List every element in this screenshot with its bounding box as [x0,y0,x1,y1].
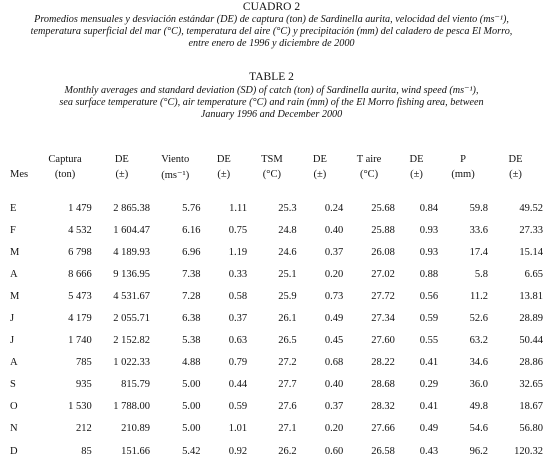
month-cell: E [10,202,17,214]
caption-line: sea surface temperature (°C), air temperature (°C) and rain (mm) of the El Morro fishing area, between [59,97,484,109]
header-cell: DE [312,154,327,165]
header-cell: Captura [48,154,82,165]
header-cell: T aire [356,154,382,165]
table-cell: 2 865.38 [113,202,150,214]
table-cell: 1 022.33 [113,357,150,369]
table-cell: 4 179 [68,313,92,325]
table-body [8,197,543,462]
month-cell: F [10,224,16,236]
table-cell: 28.22 [371,357,395,369]
table-row [8,330,543,352]
table-cell: 0.20 [324,423,344,435]
table-cell: 0.63 [228,335,248,347]
table-cell: 5 473 [68,290,92,302]
table-cell: 4 531.67 [113,290,150,302]
table-cell: 0.45 [324,335,344,347]
data-table [8,145,543,462]
table-row [8,418,543,440]
table-cell: 0.56 [419,290,439,302]
table-cell: 49.52 [519,202,543,214]
table-cell: 0.29 [419,379,439,391]
caption-line: Promedios mensuales y desviación estándar (DE) de captura (ton) de Sardinella aurita, velocidad del viento (ms⁻¹), [34,14,509,25]
month-cell: J [10,335,15,347]
units-cell: (±) [115,169,129,180]
table-cell: 1 788.00 [113,401,150,413]
units-cell: (ms⁻¹) [161,170,190,181]
table-cell: 0.58 [228,290,248,302]
table-cell: 59.8 [469,202,488,214]
header-cell [8,145,36,165]
table-cell: 34.6 [469,357,488,369]
table-cell: 1.11 [229,202,248,214]
table-cell: 25.88 [371,224,395,236]
table-row [8,396,543,418]
header-cell: P [460,154,466,165]
table-cell: 212 [75,423,92,435]
table-cell: 0.73 [324,290,344,302]
table-cell: 27.6 [278,401,297,413]
table-cell: 26.58 [371,445,395,457]
table-cell: 28.32 [371,401,395,413]
table-cell: 0.60 [324,445,344,457]
month-cell: A [10,268,18,280]
table-row [8,241,543,263]
table-cell: 0.59 [228,401,248,413]
units-cell: (°C) [359,169,379,180]
table-cell: 0.41 [419,401,439,413]
caption-line: Monthly averages and standard deviation (SD) of catch (ton) of Sardinella aurita, wind speed (ms⁻¹), [64,85,479,96]
units-cell: (±) [217,169,231,180]
table-cell: 0.24 [324,202,344,214]
table-cell: 28.68 [371,379,395,391]
month-cell: O [10,401,18,413]
table-cell: 25.68 [371,202,395,214]
table-cell: 27.2 [278,357,297,369]
table-cell: 0.93 [419,246,439,258]
caption-line: entre enero de 1996 y diciembre de 2000 [188,38,355,50]
header-cell: TSM [261,154,283,165]
table-row [8,197,543,219]
table-cell: 26.2 [278,445,297,457]
table-cell: 5.42 [182,445,201,457]
header-cell: DE [114,154,129,165]
table-cell: 1 740 [68,335,92,347]
table-cell: 54.6 [469,423,488,435]
table-cell: 17.4 [469,246,488,258]
table-cell: 0.49 [324,313,344,325]
month-cell: A [10,357,18,369]
table-row [8,263,543,285]
table-cell: 13.81 [519,290,543,302]
table-cell: 27.1 [278,423,297,435]
table-cell: 0.59 [419,313,439,325]
table-cell: 52.6 [469,313,488,325]
table-cell: 26.1 [278,313,297,325]
table-cell: 49.8 [469,401,488,413]
caption-line: January 1996 and December 2000 [200,109,343,121]
table-cell: 1 530 [68,401,92,413]
table-cell: 18.67 [519,401,543,413]
table-cell: 26.5 [278,335,297,347]
table-cell: 27.66 [371,423,395,435]
table-label-english: TABLE 2 [249,71,294,83]
table-cell: 2 152.82 [113,335,150,347]
table-cell: 0.68 [324,357,344,369]
table-cell: 28.86 [519,357,543,369]
table-cell: 0.33 [228,268,248,280]
table-cell: 0.49 [419,423,439,435]
table-cell: 0.37 [324,246,344,258]
table-cell: 32.65 [519,379,543,391]
table-cell: 6.96 [182,246,201,258]
table-cell: 15.14 [519,246,543,258]
table-units-row [8,165,543,197]
table-cell: 0.40 [324,379,344,391]
table-cell: 0.40 [324,224,344,236]
table-cell: 27.34 [371,313,395,325]
table-header-row [8,145,543,165]
month-cell: M [10,246,20,258]
units-cell: (±) [410,169,423,180]
table-cell: 26.08 [371,246,395,258]
units-cell: (°C) [262,169,281,180]
table-cell: 11.2 [469,290,488,302]
table-row [8,285,543,307]
table-cell: 0.92 [228,445,248,457]
table-row [8,440,543,462]
table-cell: 5.38 [182,335,201,347]
table-cell: 0.79 [228,357,248,369]
header-cell: Viento [161,154,190,165]
table-cell: 6.65 [524,268,543,280]
table-cell: 4.88 [182,357,201,369]
table-cell: 785 [75,357,92,369]
table-cell: 6.38 [182,313,201,325]
table-cell: 1 604.47 [113,224,150,236]
table-cell: 935 [75,379,92,391]
table-cell: 96.2 [469,445,488,457]
table-cell: 0.20 [324,268,344,280]
table-cell: 9 136.95 [113,268,150,280]
table-cell: 27.7 [278,379,297,391]
table-label-spanish: CUADRO 2 [242,1,301,13]
table-row [8,374,543,396]
table-cell: 7.28 [182,290,201,302]
table-cell: 0.55 [419,335,439,347]
table-cell: 27.02 [371,268,395,280]
table-cell: 27.60 [371,335,395,347]
table-cell: 50.44 [519,335,543,347]
units-cell: Mes [10,169,29,180]
units-cell: (±) [313,169,327,180]
table-cell: 27.33 [519,224,543,236]
month-cell: N [10,423,18,435]
table-cell: 0.37 [324,401,344,413]
table-cell: 4 532 [68,224,92,236]
table-cell: 5.8 [474,268,488,280]
table-cell: 6 798 [68,246,92,258]
table-cell: 1.01 [228,423,248,435]
table-cell: 8 666 [68,268,92,280]
header-cell: DE [216,154,231,165]
table-cell: 36.0 [469,379,488,391]
table-cell: 5.00 [182,379,201,391]
table-cell: 25.1 [278,268,297,280]
english-caption-block [0,71,543,122]
table-cell: 0.75 [228,224,248,236]
table-cell: 7.38 [182,268,201,280]
month-cell: D [10,445,18,457]
table-cell: 0.37 [228,313,248,325]
table-cell: 5.76 [182,202,201,214]
table-cell: 2 055.71 [113,313,150,325]
table-cell: 1.19 [228,246,248,258]
units-cell: (ton) [54,169,76,180]
table-cell: 151.66 [121,445,150,457]
table-row [8,219,543,241]
table-cell: 1 479 [68,202,92,214]
table-cell: 0.84 [419,202,439,214]
table-cell: 210.89 [121,423,150,435]
table-cell: 85 [81,445,92,457]
table-cell: 33.6 [469,224,488,236]
units-cell: (mm) [451,169,475,180]
table-cell: 0.88 [419,268,439,280]
table-cell: 815.79 [121,379,150,391]
table-cell: 5.00 [182,401,201,413]
table-cell: 0.44 [228,379,248,391]
spanish-caption-block [0,1,543,51]
table-cell: 6.16 [182,224,201,236]
table-cell: 28.89 [519,313,543,325]
table-cell: 4 189.93 [113,246,150,258]
caption-line: temperatura superficial del mar (°C), temperatura del aire (°C) y precipitación (mm) del caladero de pesca El Morro, [30,26,513,38]
table-cell: 0.93 [419,224,439,236]
month-cell: M [10,290,20,302]
table-row [8,352,543,374]
table-cell: 25.9 [278,290,297,302]
units-cell: (±) [509,169,522,180]
header-cell: DE [508,154,523,165]
table-cell: 24.8 [278,224,297,236]
table-cell: 120.32 [514,445,543,457]
month-cell: S [10,379,16,391]
table-cell: 27.72 [371,290,395,302]
month-cell: J [10,313,15,325]
table-cell: 5.00 [182,423,201,435]
table-cell: 25.3 [278,202,297,214]
table-cell: 63.2 [469,335,488,347]
table-cell: 0.41 [419,357,439,369]
table-cell: 56.80 [519,423,543,435]
header-cell: DE [409,154,424,165]
table-cell: 0.43 [419,445,439,457]
table-row [8,307,543,329]
table-cell: 24.6 [278,246,297,258]
